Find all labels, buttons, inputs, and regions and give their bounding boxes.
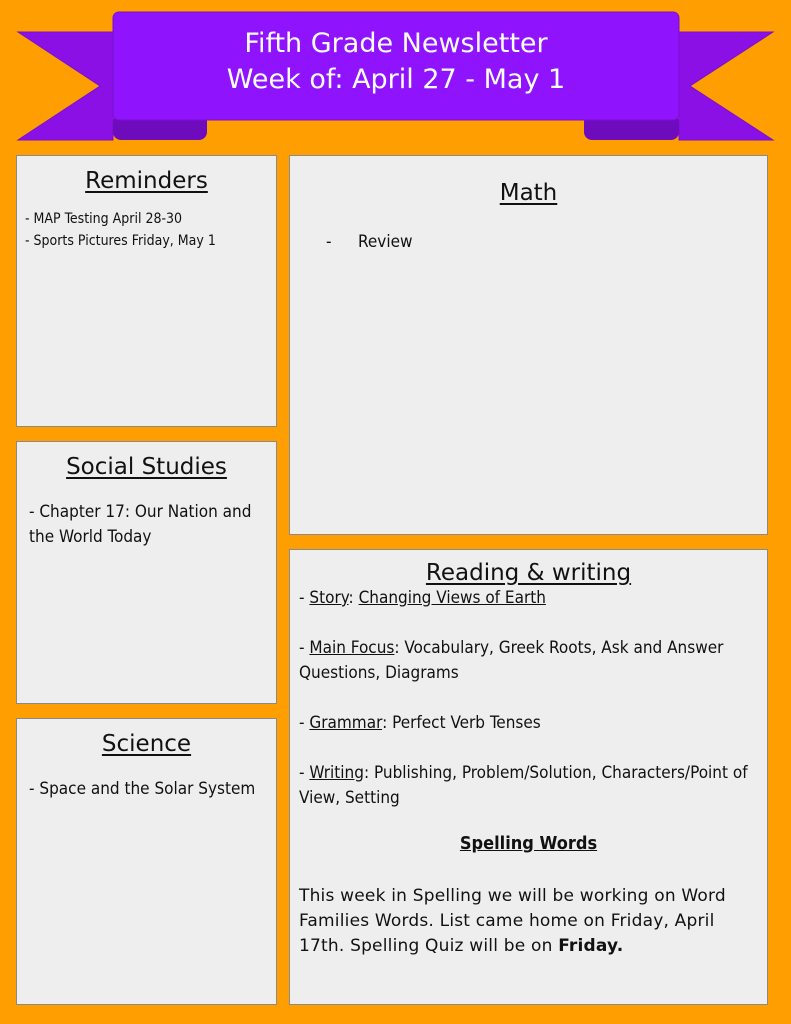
reading-focus-value: Vocabulary, Greek Roots, Ask and Answer Questions, Diagrams — [299, 638, 724, 683]
reading-focus-label: Main Focus — [309, 638, 395, 658]
math-bullet: - — [326, 232, 332, 252]
banner-title-line2: Week of: April 27 - May 1 — [226, 64, 566, 95]
reading-focus-prefix: - — [299, 638, 310, 658]
social-studies-heading: Social Studies — [66, 454, 227, 480]
reminder-item: - Sports Pictures Friday, May 1 — [25, 233, 216, 249]
reading-grammar: - Grammar: Perfect Verb Tenses — [299, 713, 541, 733]
reading-writing-heading: Reading & writing — [425, 560, 632, 586]
spelling-words-day: Friday. — [558, 936, 624, 956]
reading-writing-panel — [289, 549, 768, 1005]
reading-writing-prefix: - — [299, 763, 310, 783]
science-text: - Space and the Solar System — [29, 779, 256, 799]
social-studies-text: - Chapter 17: Our Nation and the World Today — [29, 502, 252, 547]
reading-grammar-value: Perfect Verb Tenses — [392, 713, 541, 733]
banner-title — [113, 14, 679, 114]
reminder-item: - MAP Testing April 28-30 — [25, 211, 183, 227]
spelling-words-heading: Spelling Words — [459, 833, 598, 854]
reading-writing-label: Writing — [309, 763, 364, 783]
spelling-words-body: This week in Spelling we will be working on Word Families Words. List came home on Friday, April 17th. Spelling Quiz will be on — [299, 886, 726, 956]
ribbon-right-tail — [679, 32, 773, 140]
reminders-list — [25, 208, 268, 252]
ribbon-left-tail — [18, 32, 113, 140]
reading-writing: - Writing: Publishing, Problem/Solution, Characters/Point of View, Setting — [299, 763, 748, 808]
reading-grammar-prefix: - — [299, 713, 310, 733]
newsletter-banner — [0, 0, 791, 150]
reading-main-focus: - Main Focus: Vocabulary, Greek Roots, Ask and Answer Questions, Diagrams — [299, 638, 724, 683]
science-panel — [16, 718, 277, 1005]
reading-writing-value: Publishing, Problem/Solution, Characters/Point of View, Setting — [299, 763, 748, 808]
reminders-panel — [16, 155, 277, 427]
reading-story: - Story: Changing Views of Earth — [299, 588, 546, 608]
reading-grammar-label: Grammar — [309, 713, 383, 733]
math-panel — [289, 155, 768, 535]
math-item-text: Review — [358, 232, 413, 252]
math-list-item — [310, 230, 747, 255]
reminders-heading: Reminders — [85, 168, 208, 194]
social-studies-panel — [16, 441, 277, 704]
science-heading: Science — [101, 731, 192, 757]
banner-title-line1: Fifth Grade Newsletter — [244, 28, 548, 59]
reading-story-prefix: - — [299, 588, 310, 608]
reading-story-value: Changing Views of Earth — [358, 588, 546, 608]
spelling-words-text — [299, 884, 758, 959]
math-heading: Math — [499, 180, 558, 206]
reading-story-label: Story — [309, 588, 349, 608]
